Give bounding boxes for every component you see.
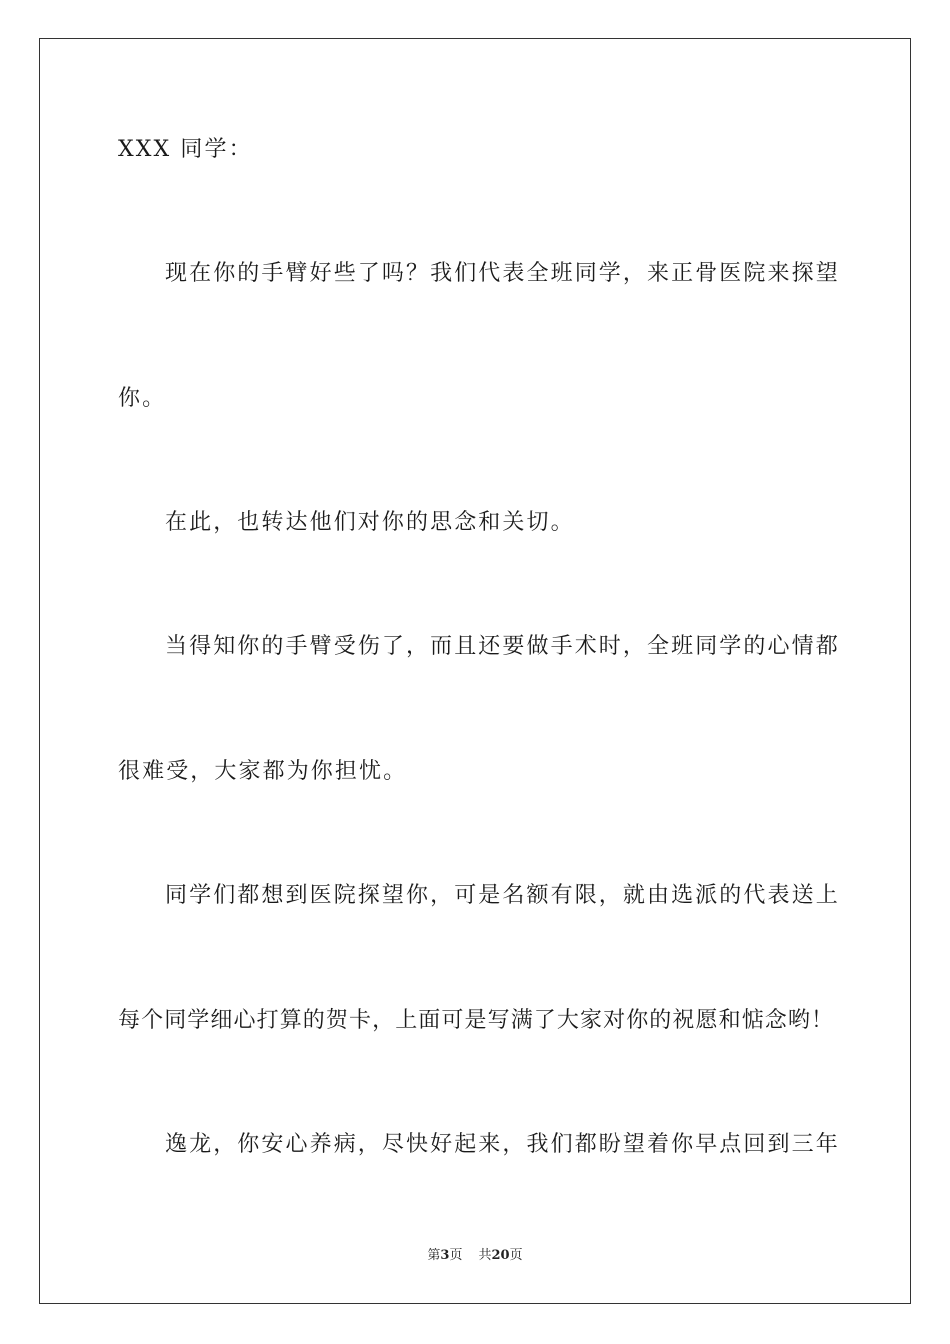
paragraph-5-line-1: 逸龙，你安心养病，尽快好起来，我们都盼望着你早点回到三年	[165, 1132, 840, 1157]
total-suffix: 页	[509, 1248, 523, 1263]
total-page-count: 20	[491, 1248, 510, 1263]
page-border	[39, 38, 911, 1304]
page-prefix: 第	[427, 1248, 441, 1263]
paragraph-1-line-1: 现在你的手臂好些了吗？我们代表全班同学，来正骨医院来探望	[165, 261, 840, 286]
paragraph-2-line-1: 在此，也转达他们对你的思念和关切。	[165, 510, 575, 535]
paragraph-1-line-2: 你。	[118, 386, 167, 411]
paragraph-4-line-2: 每个同学细心打算的贺卡，上面可是写满了大家对你的祝愿和惦念哟！	[118, 1008, 835, 1033]
page-footer	[0, 1246, 950, 1266]
salutation: XXX 同学：	[118, 137, 253, 162]
paragraph-3-line-2: 很难受，大家都为你担忧。	[118, 759, 408, 784]
page-suffix: 页	[449, 1248, 463, 1263]
paragraph-3-line-1: 当得知你的手臂受伤了，而且还要做手术时，全班同学的心情都	[165, 634, 840, 659]
total-prefix: 共	[478, 1248, 492, 1263]
current-page-number: 3	[440, 1248, 450, 1263]
paragraph-4-line-1: 同学们都想到医院探望你，可是名额有限，就由选派的代表送上	[165, 883, 840, 908]
